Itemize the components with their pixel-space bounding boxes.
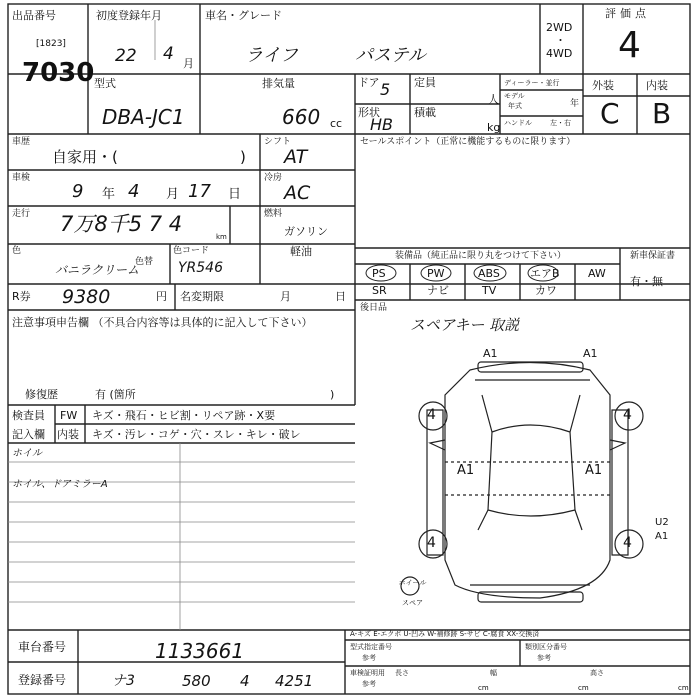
after-sales-value: スペアキー 取説 [410, 316, 520, 334]
displacement-label: 排気量 [262, 77, 295, 90]
mileage-value: 7万8千5 7 4 [60, 212, 183, 236]
equip-navi: ナビ [427, 284, 449, 297]
insp-month: 4 [128, 181, 140, 202]
yen-unit: 円 [156, 290, 167, 303]
model-cert-label: 型式指定番号 [350, 643, 392, 651]
fw-items: キズ・飛石・ヒビ割・リペア跡・X要 [92, 409, 276, 422]
ac-label: 冷房 [264, 173, 283, 183]
doors-label: ドア [358, 76, 380, 89]
fw-label: FW [60, 409, 78, 422]
new-cert-value: 有・無 [630, 275, 663, 288]
reg-value-4: 4251 [275, 672, 314, 690]
interior-grade: B [652, 97, 672, 130]
handle-label: ハンドル [504, 119, 532, 127]
name-change-label: 名変期限 [180, 290, 224, 303]
rcert-label: R券 [12, 290, 31, 303]
inspection-label: 車検 [12, 173, 31, 183]
displacement-value: 660 [282, 105, 321, 129]
after-sales-label: 後日品 [360, 303, 388, 313]
mark-wheel-fr: 4 [623, 407, 632, 423]
name-label: 車名・グレード [205, 9, 282, 22]
chassis-label: 車台番号 [18, 640, 67, 654]
equipment-circles [362, 262, 592, 282]
lot-number: 7030 [22, 58, 95, 88]
equip-leather: カワ [535, 284, 557, 297]
first-reg-year: 22 [115, 46, 137, 66]
dealer-label: ディーラー・並行 [504, 79, 560, 87]
history-label: 車歴 [12, 137, 31, 147]
model-value: DBA-JC1 [102, 105, 185, 129]
doors-value: 5 [380, 80, 391, 99]
car-name: ライフ [245, 45, 298, 66]
exterior-grade: C [600, 97, 620, 130]
model-cert-sub: 参考 [362, 654, 376, 662]
first-reg-label: 初度登録年月 [96, 9, 162, 22]
width-label: 幅 [490, 669, 497, 677]
fuel-diesel: 軽油 [290, 245, 312, 258]
inspector-label-1: 検査員 [12, 409, 45, 422]
dims-label: 車検証明用 [350, 669, 385, 677]
mark-wheel-fl: 4 [427, 407, 436, 423]
color-change-label: 色替 [135, 257, 154, 267]
damage-legend: A-キズ E-エクボ U-凹み W-補修跡 S-サビ C-腐食 XX-交換済 [350, 630, 540, 638]
color-value: バニラクリーム [55, 263, 140, 277]
equip-tv: TV [482, 284, 497, 297]
equip-aw: AW [588, 267, 606, 280]
mark-side-a1: A1 [655, 531, 669, 542]
insp-day: 17 [188, 181, 211, 202]
reg-value-2: 580 [182, 672, 211, 690]
repair-label: 修復歴 [25, 388, 58, 401]
shape-label: 形状 [358, 106, 380, 119]
equip-sr: SR [372, 284, 387, 297]
mark-door-right: A1 [585, 463, 603, 478]
height-label: 高さ [590, 669, 604, 677]
insp-year-unit: 年 [102, 187, 116, 202]
shift-value: AT [284, 146, 308, 168]
color-code-value: YR546 [178, 260, 224, 276]
interior-label: 内装 [646, 79, 668, 92]
reg-value-1: ナ3 [112, 673, 135, 689]
equip-airbag: エアB [530, 267, 560, 280]
color-label: 色 [12, 246, 22, 256]
score-label: 評価点 [605, 7, 650, 20]
interior-items: キズ・汚レ・コゲ・穴・スレ・キレ・破レ [92, 428, 301, 441]
shift-label: シフト [264, 137, 292, 147]
drive-4wd: 4WD [546, 47, 573, 60]
mark-front-left: A1 [483, 347, 498, 360]
mark-wheel-rr: 4 [623, 535, 632, 551]
handle-value: 左・右 [550, 119, 571, 127]
nc-month-unit: 月 [280, 290, 291, 303]
width-cm: cm [578, 684, 589, 692]
repair-close: ) [330, 388, 335, 401]
nc-day-unit: 日 [335, 290, 346, 303]
reg-value-3: 4 [240, 672, 250, 690]
tire-label: ホイール [398, 579, 426, 587]
spare-label: スペア [402, 599, 423, 607]
class-label: 類別区分番号 [525, 643, 567, 651]
length-cm: cm [478, 684, 489, 692]
model-year-label2: 年式 [508, 102, 522, 110]
fuel-gas: ガソリン [284, 225, 328, 238]
new-cert-label: 新車保証書 [630, 251, 676, 261]
drive-dot: ・ [555, 34, 566, 47]
lot-label: 出品番号 [12, 9, 56, 22]
history-value: 自家用・( [52, 148, 118, 166]
equip-pw: PW [427, 267, 445, 280]
equip-ps: PS [372, 267, 386, 280]
mark-wheel-rl: 4 [427, 535, 436, 551]
color-code-label: 色コード [173, 246, 210, 256]
dims-sub: 参考 [362, 680, 376, 688]
mark-door-left: A1 [457, 463, 475, 478]
fuel-label: 燃料 [264, 209, 283, 219]
capacity-label: 定員 [414, 76, 436, 89]
ac-value: AC [284, 182, 311, 204]
sales-point-label: セールスポイント（正常に機能するものに限ります） [360, 137, 576, 147]
mark-side-u2: U2 [655, 517, 669, 528]
note-line-1: ホイル [12, 448, 42, 459]
mileage-label: 走行 [12, 209, 31, 219]
year-unit: 年 [570, 99, 580, 109]
insp-month-unit: 月 [166, 187, 180, 202]
note-line-2: ホイル、ドアミラーA [12, 479, 108, 490]
reg-label: 登録番号 [18, 673, 67, 687]
repair-value: 有 (箇所 [95, 388, 136, 401]
drive-2wd: 2WD [546, 21, 573, 34]
lot-sub: [1823] [36, 39, 66, 49]
notes-label: 注意事項申告欄 （不具合内容等は具体的に記入して下さい） [12, 316, 313, 329]
insp-day-unit: 日 [228, 187, 242, 202]
load-label: 積載 [414, 106, 436, 119]
cc-unit: cc [330, 117, 343, 130]
history-close: ) [240, 148, 246, 166]
chassis-value: 1133661 [155, 639, 245, 663]
rcert-value: 9380 [62, 286, 111, 308]
height-cm: cm [678, 684, 689, 692]
shape-value: HB [370, 115, 394, 134]
score-value: 4 [618, 25, 641, 66]
model-label: 型式 [94, 77, 116, 90]
equip-abs: ABS [478, 267, 500, 280]
interior-insp-label: 内装 [57, 428, 79, 441]
model-year-label: モデル [504, 92, 525, 100]
inspector-label-2: 記入欄 [12, 428, 45, 441]
car-grade: パステル [355, 45, 426, 66]
kg-unit: kg [487, 121, 501, 134]
exterior-label: 外装 [592, 79, 614, 92]
car-diagram [401, 362, 643, 602]
insp-year: 9 [72, 181, 84, 202]
equipment-label: 装備品（純正品に限り丸をつけて下さい） [395, 251, 567, 261]
person-unit: 人 [488, 93, 499, 106]
class-sub: 参考 [537, 654, 551, 662]
mark-front-right: A1 [583, 347, 598, 360]
month-unit: 月 [183, 57, 194, 70]
first-reg-month: 4 [163, 44, 174, 64]
length-label: 長さ [395, 669, 409, 677]
km-unit: km [216, 233, 227, 241]
